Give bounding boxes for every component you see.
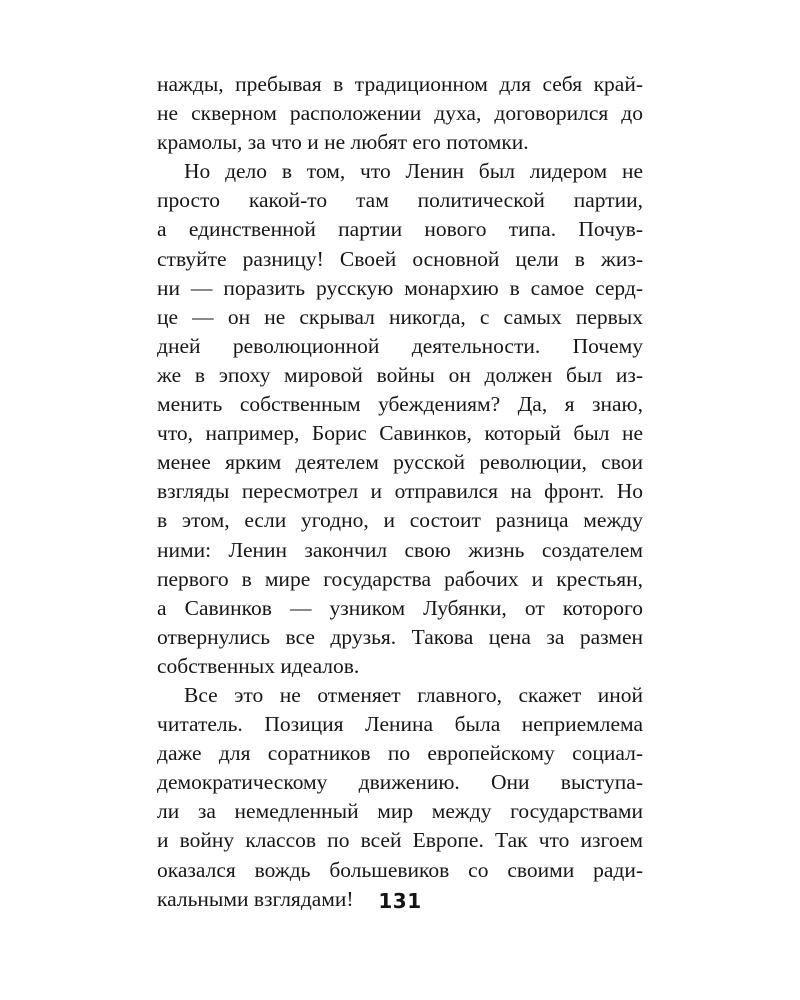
paragraph (157, 681, 643, 914)
text-line: дней революционной деятельности. Почему (157, 333, 643, 358)
text-line: ними: Ленин закончил свою жизнь создателем (157, 537, 643, 562)
text-line: менить собственным убеждениям? Да, я знаю, (157, 392, 643, 417)
text-line: собственных идеалов. (157, 653, 360, 678)
text-line: и войну классов по всей Европе. Так что изгоем (157, 828, 643, 853)
text-line: менее ярким деятелем русской революции, свои (157, 450, 643, 475)
text-line: взгляды пересмотрел и отправился на фронт. Но (157, 479, 643, 504)
text-line: а Савинков — узником Лубянки, от которого (157, 595, 643, 620)
paragraph (157, 157, 643, 681)
text-line: даже для соратников по европейскому социал- (157, 741, 643, 766)
text-line: крамолы, за что и не любят его потомки. (157, 130, 529, 155)
text-line: нажды, пребывая в традиционном для себя край- (157, 72, 643, 96)
text-line: не скверном расположении духа, договорился до (157, 101, 643, 126)
text-line: це — он не скрывал никогда, с самых первых (157, 304, 643, 329)
page-number: 131 (378, 889, 422, 913)
text-line: читатель. Позиция Ленина была неприемлема (157, 712, 643, 737)
text-line: ли за немедленный мир между государствами (157, 799, 643, 824)
text-line: что, например, Борис Савинков, который был не (157, 421, 643, 446)
text-line: ни — поразить русскую монархию в самое серд- (157, 275, 643, 300)
text-line: ствуйте разницу! Своей основной цели в жиз- (157, 246, 643, 271)
text-line: кальными взглядами! (157, 886, 354, 911)
text-line: оказался вождь большевиков со своими ради- (157, 857, 643, 882)
text-line: отвернулись все друзья. Такова цена за размен (157, 624, 643, 649)
text-line: первого в мире государства рабочих и крестьян, (157, 566, 643, 591)
body-text (157, 70, 643, 914)
text-line: в этом, если угодно, и состоит разница между (157, 508, 643, 533)
text-line: просто какой-то там политической партии, (157, 188, 643, 213)
text-line: же в эпоху мировой войны он должен был из- (157, 362, 643, 387)
text-line: Все это не отменяет главного, скажет иной (184, 682, 643, 707)
text-line: демократическому движению. Они выступа- (157, 770, 643, 795)
paragraph (157, 70, 643, 157)
text-line: а единственной партии нового типа. Почув- (157, 217, 643, 242)
text-line: Но дело в том, что Ленин был лидером не (184, 159, 643, 184)
